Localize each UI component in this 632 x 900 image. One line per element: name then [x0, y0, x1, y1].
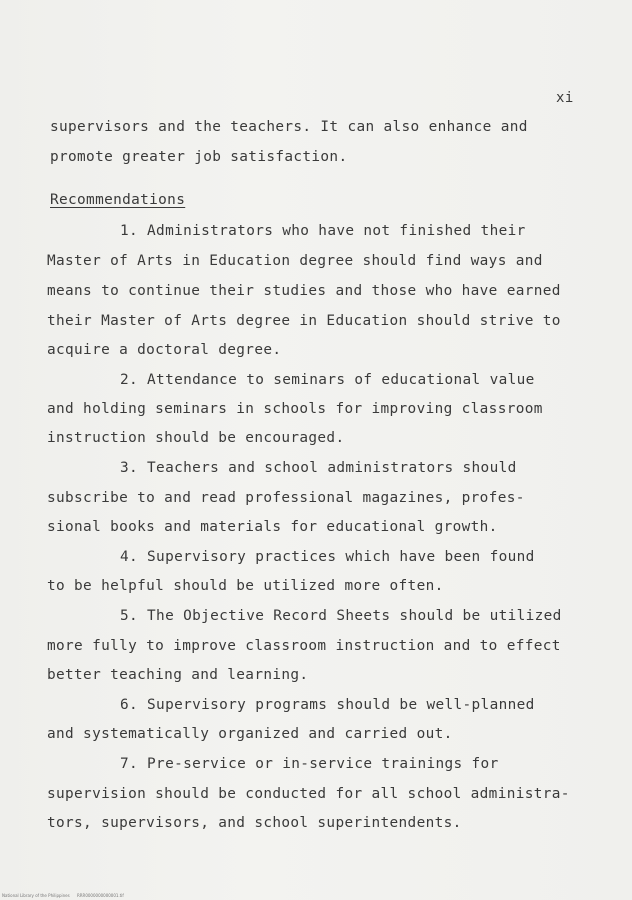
footer-filename: RRR0000000000001.tif — [77, 893, 124, 898]
text-line: means to continue their studies and those who have earned — [47, 283, 561, 299]
text-line: subscribe to and read professional magazines, profes- — [47, 490, 525, 506]
text-line: their Master of Arts degree in Education should strive to — [47, 313, 561, 329]
text-line: 5. The Objective Record Sheets should be utilized — [120, 608, 562, 624]
text-line: 6. Supervisory programs should be well-planned — [120, 697, 535, 713]
text-line: 1. Administrators who have not finished their — [120, 223, 526, 239]
text-line: better teaching and learning. — [47, 667, 309, 683]
text-line: Master of Arts in Education degree should find ways and — [47, 253, 543, 269]
text-line: 2. Attendance to seminars of educational value — [120, 372, 535, 388]
text-line: supervisors and the teachers. It can also enhance and — [50, 119, 528, 135]
text-line: 3. Teachers and school administrators should — [120, 460, 517, 476]
page-number: xi — [556, 90, 574, 106]
text-line: to be helpful should be utilized more often. — [47, 578, 444, 594]
text-line: and holding seminars in schools for improving classroom — [47, 401, 543, 417]
text-line: 4. Supervisory practices which have been found — [120, 549, 535, 565]
footer-library: National Library of the Philippines — [2, 893, 70, 898]
text-line: acquire a doctoral degree. — [47, 342, 282, 358]
text-line: 7. Pre-service or in-service trainings for — [120, 756, 499, 772]
text-line: promote greater job satisfaction. — [50, 149, 348, 165]
text-line: more fully to improve classroom instruction and to effect — [47, 638, 561, 654]
text-line: tors, supervisors, and school superintendents. — [47, 815, 462, 831]
text-line: supervision should be conducted for all school administra- — [47, 786, 570, 802]
text-line: sional books and materials for educational growth. — [47, 519, 498, 535]
scan-footer — [2, 893, 130, 898]
text-line: instruction should be encouraged. — [47, 430, 345, 446]
text-line: and systematically organized and carried out. — [47, 726, 453, 742]
section-heading: Recommendations — [50, 192, 186, 208]
